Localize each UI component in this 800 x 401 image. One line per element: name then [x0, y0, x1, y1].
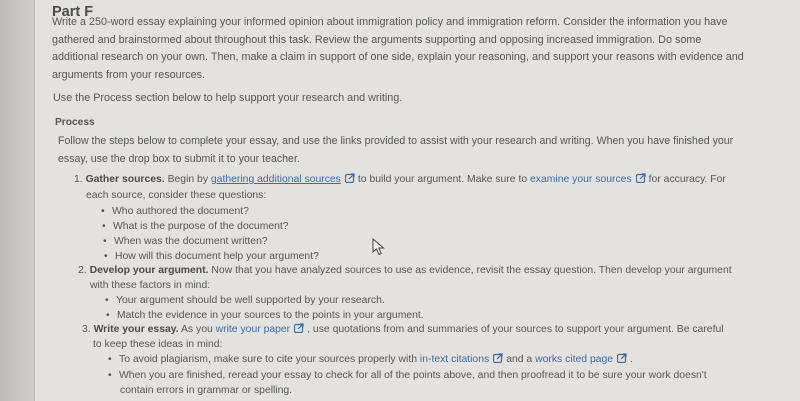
intro-paragraph	[52, 14, 752, 84]
step-number: 3.	[82, 324, 91, 335]
step-text: , use quotations from and summaries of your sources to support your argument. Be careful	[307, 324, 724, 335]
list-item-continuation: contain errors in grammar or spelling.	[120, 385, 293, 396]
intro-line: arguments from your resources.	[52, 68, 206, 81]
list-item: • When was the document written?	[114, 234, 268, 249]
write-paper-link[interactable]: write your paper	[215, 324, 291, 335]
list-item: • When you are finished, reread your essay to check for all of the points above, and then proofread it to be sure your work doesn't	[119, 368, 707, 383]
intro-line: gathered and brainstormed about throughout this task. Review the arguments supporting and opposing increased immigration. Do some	[52, 33, 702, 46]
step-title: Gather sources.	[85, 174, 165, 185]
step-text: for accuracy. For	[648, 174, 726, 185]
step-title: Write your essay.	[93, 324, 179, 335]
process-heading: Process	[55, 117, 95, 128]
step-1	[74, 172, 726, 187]
bullet-text: To avoid plagiarism, make sure to cite your sources properly with	[119, 354, 417, 365]
works-cited-link[interactable]: works cited page	[535, 354, 614, 365]
in-text-citations-link[interactable]: in-text citations	[419, 354, 490, 365]
process-instructions	[58, 133, 748, 168]
list-item	[119, 352, 633, 367]
gathering-sources-link[interactable]: gathering additional sources	[210, 174, 341, 185]
step-3	[82, 322, 724, 337]
list-item: • Who authored the document?	[112, 204, 249, 219]
step-title: Develop your argument.	[89, 265, 209, 276]
use-process-text: Use the Process section below to help support your research and writing.	[53, 92, 403, 104]
external-link-icon[interactable]	[345, 173, 355, 183]
list-item: • Match the evidence in your sources to the points in your argument.	[117, 308, 424, 323]
external-link-icon[interactable]	[493, 353, 503, 363]
external-link-icon[interactable]	[294, 323, 304, 333]
external-link-icon[interactable]	[636, 173, 646, 183]
step-text: Begin by	[167, 174, 209, 185]
external-link-icon[interactable]	[617, 353, 627, 363]
list-item: • What is the purpose of the document?	[113, 219, 289, 234]
part-title: Part F	[52, 4, 94, 20]
bullet-text: .	[630, 354, 633, 365]
intro-line: Write a 250-word essay explaining your informed opinion about immigration policy and immigration reform. Consider the information you have	[52, 16, 728, 28]
step-2	[78, 263, 732, 278]
step-text: to build your argument. Make sure to	[357, 174, 528, 185]
left-margin	[0, 0, 34, 401]
instructions-line: essay, use the drop box to submit it to your teacher.	[58, 152, 300, 165]
list-item: • How will this document help your argument?	[115, 249, 319, 264]
instructions-line: Follow the steps below to complete your essay, and use the links provided to assist with your research and writing. When you have finished your	[58, 135, 734, 147]
step-text: Now that you have analyzed sources to use as evidence, revisit the essay question. Then develop your argument	[211, 265, 732, 276]
step-text: with these factors in mind:	[90, 280, 211, 291]
step-number: 1.	[74, 174, 83, 185]
step-number: 2.	[78, 265, 87, 276]
step-text: As you	[180, 324, 213, 335]
list-item: • Your argument should be well supported by your research.	[116, 293, 385, 308]
intro-line: additional research on your own. Then, make a claim in support of one side, explain your reasoning, and support your reasons with evidence and	[52, 51, 744, 64]
examine-sources-link[interactable]: examine your sources	[530, 174, 632, 185]
step-text: each source, consider these questions:	[86, 190, 267, 201]
mouse-pointer-icon	[372, 238, 386, 256]
bullet-text: and a	[506, 354, 533, 365]
step-text: to keep these ideas in mind:	[93, 339, 223, 350]
